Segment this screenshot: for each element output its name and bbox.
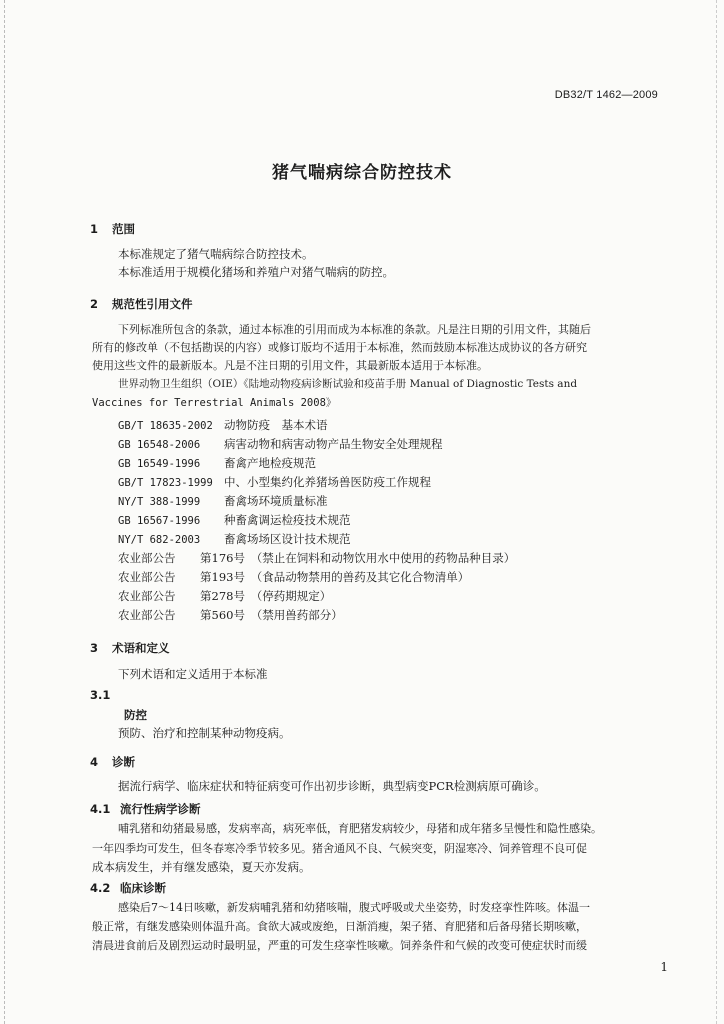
- term-name: 防控: [124, 708, 147, 722]
- paragraph-line: 成本病发生，并有继发感染，夏天亦发病。: [92, 860, 311, 874]
- paragraph-line: 哺乳猪和幼猪最易感，发病率高，病死率低，育肥猪发病较少，母猪和成年猪多呈慢性和隐性感染。: [118, 822, 602, 835]
- paragraph-line: 使用这些文件的最新版本。凡是不注日期的引用文件，其最新版本适用于本标准。: [92, 359, 488, 372]
- reference-code: 农业部公告: [118, 608, 176, 622]
- reference-name: 中、小型集约化养猪场兽医防疫工作规程: [224, 475, 431, 489]
- section-title: 诊断: [112, 755, 135, 769]
- scan-edge-left: [4, 0, 6, 1024]
- section-1-heading: [90, 221, 135, 237]
- oie-reference-line: Vaccines for Terrestrial Animals 2008》: [92, 397, 337, 409]
- section-3-heading: [90, 640, 170, 656]
- reference-code: 农业部公告: [118, 570, 176, 584]
- reference-item: [118, 474, 431, 490]
- document-code: DB32/T 1462—2009: [554, 89, 658, 101]
- reference-item: [118, 531, 351, 547]
- reference-name: 畜禽产地检疫规范: [224, 456, 316, 470]
- reference-code: GB 16548-2006: [118, 439, 201, 451]
- section-title: 规范性引用文件: [112, 297, 193, 311]
- section-4-heading: [90, 754, 135, 770]
- paragraph: 本标准规定了猪气喘病综合防控技术。: [118, 247, 314, 261]
- section-number: 1: [90, 222, 99, 236]
- paragraph: 本标准适用于规模化猪场和养殖户对猪气喘病的防控。: [118, 265, 394, 279]
- reference-name: 畜禽场环境质量标准: [224, 494, 328, 508]
- reference-code: NY/T 388-1999: [118, 496, 201, 508]
- section-2-heading: [90, 296, 193, 312]
- reference-name: 病害动物和病害动物产品生物安全处理规程: [224, 437, 443, 451]
- paragraph-line: 感染后7～14日咳嗽，新发病哺乳猪和幼猪咳喘，腹式呼吸或犬坐姿势，时发痉挛性阵咳。体温一: [118, 901, 590, 914]
- reference-code: GB 16549-1996: [118, 458, 201, 470]
- subsection-4-2-heading: [90, 880, 166, 896]
- reference-code: 农业部公告: [118, 589, 176, 603]
- subsection-4-1-heading: [90, 801, 201, 817]
- section-number: 4: [90, 755, 99, 769]
- subsection-number: 4.1: [90, 802, 111, 816]
- reference-code: GB 16567-1996: [118, 515, 201, 527]
- reference-name: 动物防疫 基本术语: [224, 418, 328, 432]
- reference-name: 第176号 （禁止在饲料和动物饮用水中使用的药物品种目录）: [200, 551, 516, 565]
- subsection-title: 临床诊断: [120, 881, 166, 895]
- reference-item: [118, 550, 515, 566]
- reference-code: GB/T 18635-2002: [118, 420, 213, 432]
- reference-name: 第560号 （禁用兽药部分）: [200, 608, 343, 622]
- reference-code: NY/T 682-2003: [118, 534, 201, 546]
- term-number: 3.1: [90, 688, 111, 702]
- oie-reference-line: 世界动物卫生组织（OIE）《陆地动物疫病诊断试验和疫苗手册 Manual of Diagnostic Tests and: [118, 378, 578, 390]
- reference-item: [118, 455, 316, 471]
- page-number: 1: [660, 960, 668, 974]
- document-title: 猪气喘病综合防控技术: [272, 163, 452, 183]
- reference-name: 第278号 （停药期规定）: [200, 589, 332, 603]
- subsection-number: 4.2: [90, 881, 111, 895]
- subsection-title: 流行性病学诊断: [120, 802, 201, 816]
- reference-name: 畜禽场场区设计技术规范: [224, 532, 351, 546]
- paragraph-line: 一年四季均可发生，但冬春寒冷季节较多见。猪舍通风不良、气候突变，阴湿寒冷、饲养管理不良可促: [92, 842, 587, 855]
- reference-code: GB/T 17823-1999: [118, 477, 213, 489]
- paragraph: 下列术语和定义适用于本标准: [118, 667, 268, 681]
- scan-edge-right: [716, 0, 718, 1024]
- section-title: 术语和定义: [112, 641, 170, 655]
- paragraph-line: 清晨进食前后及剧烈运动时最明显，严重的可发生痉挛性咳嗽。饲养条件和气候的改变可使症状时而缓: [92, 939, 587, 952]
- section-number: 3: [90, 641, 99, 655]
- reference-name: 种畜禽调运检疫技术规范: [224, 513, 351, 527]
- reference-item: [118, 436, 443, 452]
- reference-name: 第193号 （食品动物禁用的兽药及其它化合物清单）: [200, 570, 470, 584]
- paragraph-line: 般正常，有继发感染则体温升高。食欲大减或废绝，日渐消瘦，架子猪、育肥猪和后备母猪长期咳嗽，: [92, 920, 587, 933]
- reference-item: [118, 569, 469, 585]
- reference-item: [118, 588, 331, 604]
- section-number: 2: [90, 297, 99, 311]
- reference-code: 农业部公告: [118, 551, 176, 565]
- paragraph-line: 下列标准所包含的条款，通过本标准的引用而成为本标准的条款。凡是注日期的引用文件，其随后: [118, 323, 591, 336]
- reference-item: [118, 512, 351, 528]
- term-definition: 预防、治疗和控制某种动物疫病。: [118, 726, 291, 740]
- reference-item: [118, 607, 343, 623]
- paragraph: 据流行病学、临床症状和特征病变可作出初步诊断，典型病变PCR检测病原可确诊。: [118, 779, 546, 793]
- reference-item: [118, 493, 328, 509]
- paragraph-line: 所有的修改单（不包括勘误的内容）或修订版均不适用于本标准，然而鼓励本标准达成协议的各方研究: [92, 341, 587, 354]
- section-title: 范围: [112, 222, 135, 236]
- reference-item: [118, 417, 328, 433]
